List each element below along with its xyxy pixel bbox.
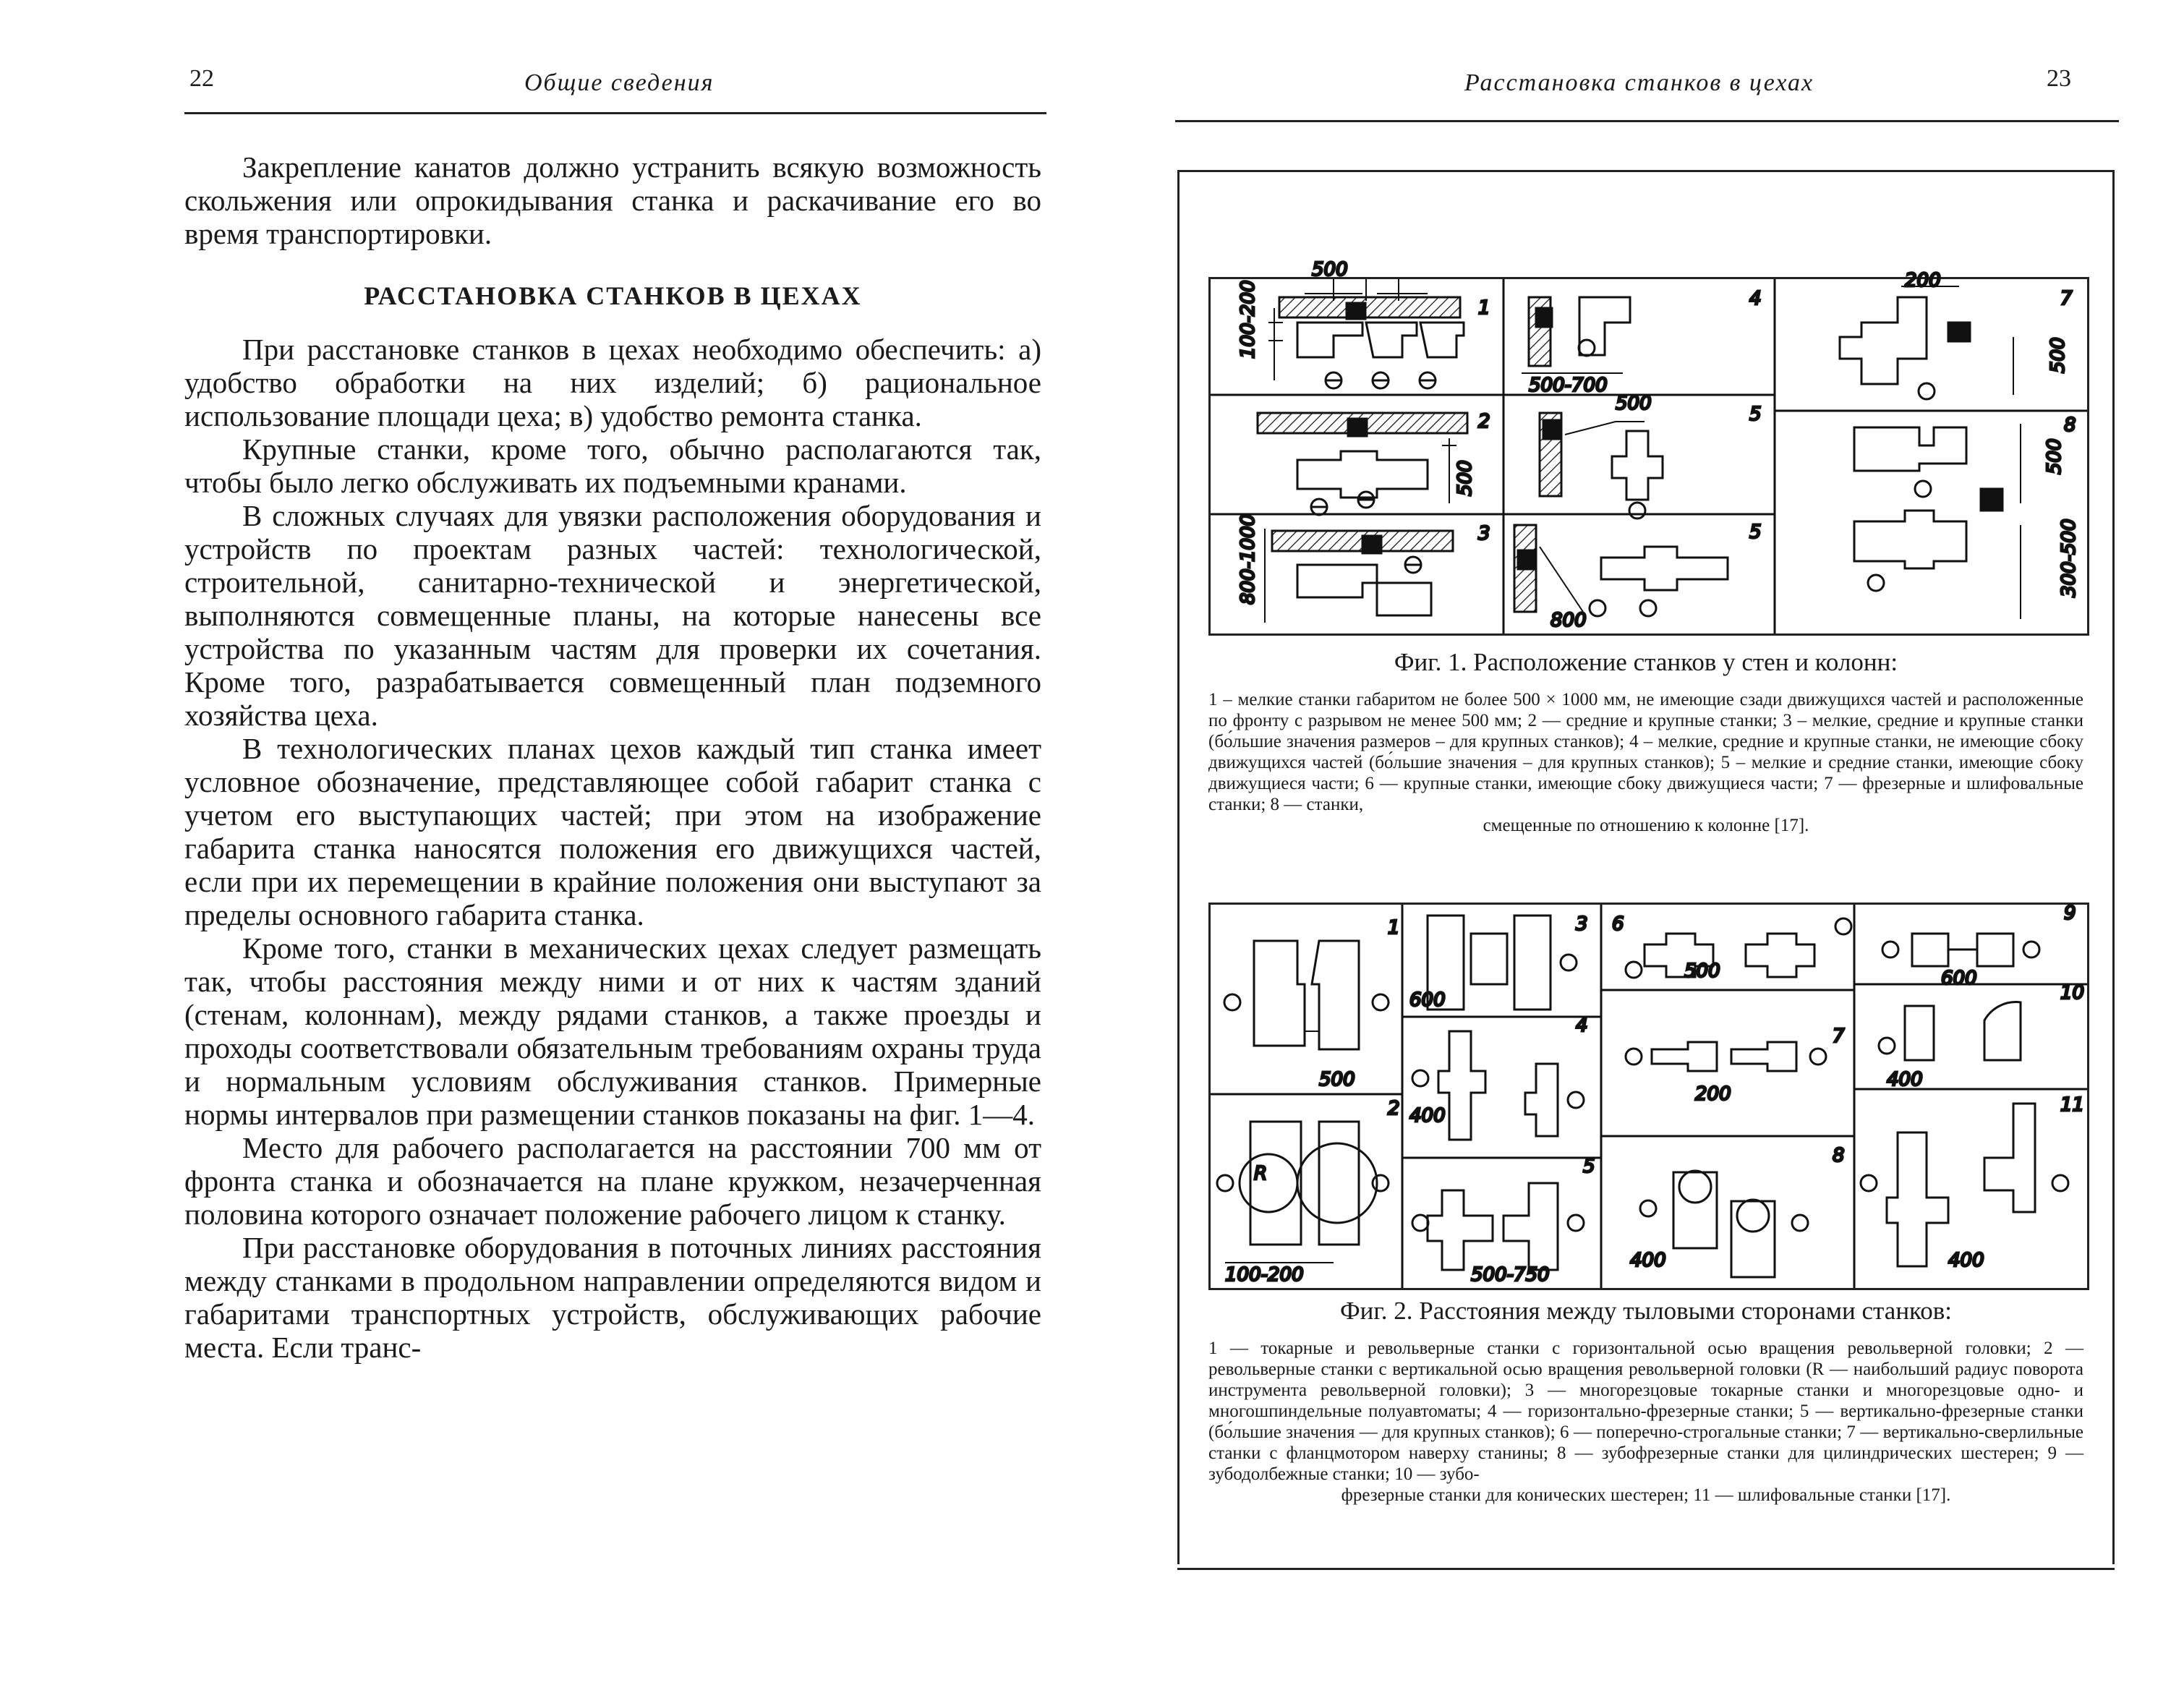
- worker-mark: [1629, 503, 1645, 519]
- worker-mark: [1224, 994, 1240, 1010]
- dim-label: 100-200: [1237, 280, 1259, 359]
- worker-mark: [1915, 481, 1931, 497]
- paragraph: В сложных случаях для увязки расположения оборудования и устройств по проектам разных частей: технологической, строительной, санитарно-технической и энергетической, выполняются совмещенные планы, на которые нанесены все устройства по указанным частям для проверки их сочетания. Кроме того, разрабатывается совмещенный план подземного хозяйства цеха.: [184, 499, 1041, 732]
- worker-mark: [1568, 1215, 1584, 1231]
- cell-number: 2: [1388, 1098, 1400, 1119]
- paragraph: Закрепление канатов должно устранить всякую возможность скольжения или опрокидывания станка и раскачивание его во время транспортировки.: [184, 150, 1041, 250]
- dim-label: 500-750: [1471, 1264, 1550, 1286]
- cell-number: 2: [1478, 411, 1490, 432]
- machine-outline: [1428, 1183, 1558, 1270]
- machine-outline: [1645, 934, 1814, 977]
- paragraph: Крупные станки, кроме того, обычно располагаются так, чтобы было легко обслуживать их подъемными кранами.: [184, 432, 1041, 499]
- page-number: 22: [189, 65, 214, 92]
- section-heading: РАССТАНОВКА СТАНКОВ В ЦЕХАХ: [364, 281, 862, 310]
- dim-label: 200: [1905, 270, 1941, 291]
- cell-number: 9: [2064, 903, 2076, 924]
- machine-outline: [1912, 934, 2013, 966]
- dim-line: [1268, 308, 1283, 380]
- column-block: [1347, 303, 1365, 319]
- worker-mark: [1810, 1049, 1826, 1065]
- column-block: [1536, 308, 1552, 327]
- figure-1-legend: [1208, 689, 2083, 836]
- dim-label: 500-700: [1529, 375, 1608, 396]
- figure-2-caption: Фиг. 2. Расстояния между тыловыми сторонами станков:: [1339, 1297, 1953, 1325]
- machine-outline: [1428, 916, 1550, 1010]
- column-block: [1362, 536, 1381, 553]
- cell-number: 11: [2060, 1094, 2085, 1116]
- column-block: [1543, 420, 1559, 439]
- cell-number: 5: [1583, 1156, 1595, 1177]
- cell-number: 5: [1749, 521, 1762, 543]
- dim-label: 100-200: [1225, 1264, 1304, 1286]
- cell-number: 8: [2064, 414, 2076, 436]
- radius-circle: [1240, 1154, 1297, 1212]
- worker-mark: [1835, 918, 1851, 934]
- dim-label: 500: [1616, 393, 1652, 414]
- dim-label: 500: [2047, 337, 2069, 373]
- cell-number: 3: [1576, 913, 1588, 935]
- worker-mark: [1590, 600, 1605, 616]
- cell-number: 7: [2060, 288, 2073, 310]
- figure-2-drawing: [1208, 903, 2089, 1290]
- figure-frame: [1177, 170, 2115, 1564]
- worker-mark: [1919, 383, 1935, 399]
- dim-label: 500: [1454, 460, 1476, 496]
- cell-number: 10: [2060, 982, 2085, 1004]
- dim-label: 800-1000: [1237, 513, 1259, 605]
- dim-label: 400: [1948, 1250, 1984, 1271]
- cell-number: 3: [1478, 523, 1490, 545]
- radius-label: R: [1254, 1163, 1268, 1185]
- figure-1-caption: Фиг. 1. Расположение станков у стен и колонн:: [1394, 648, 1898, 676]
- worker-mark: [1882, 942, 1898, 957]
- worker-mark: [1217, 1175, 1233, 1191]
- figure-2-legend: [1208, 1338, 2083, 1506]
- machine-outline: [1579, 297, 1630, 355]
- dim-label: 200: [1695, 1083, 1731, 1105]
- machine-outline: [1254, 941, 1359, 1049]
- worker-mark: [1412, 1215, 1428, 1231]
- right-page: [1092, 0, 2184, 1698]
- worker-mark: [1868, 575, 1884, 591]
- page-number: 23: [2047, 65, 2071, 92]
- cell-number: 7: [1833, 1025, 1845, 1047]
- dim-line: [1565, 422, 1645, 435]
- dim-label: 600: [1409, 989, 1446, 1011]
- machine-outline: [1297, 451, 1428, 498]
- column-block: [1948, 323, 1970, 341]
- dim-label: 300-500: [2058, 519, 2080, 597]
- running-head: Общие сведения: [524, 69, 715, 96]
- header-rule: [1175, 120, 2119, 122]
- machine-outline: [1601, 547, 1728, 590]
- legend-text: смещенные по отношению к колонне [17].: [1483, 816, 1809, 835]
- worker-mark: [1412, 1070, 1428, 1086]
- paragraph: В технологических планах цехов каждый тип станка имеет условное обозначение, представляющее собой габарит станка с учетом его выступающих частей; при этом на изображение габарита станка наносятся положения его движущихся частей, если при их перемещении в крайние положения они выступают за пределы основного габарита станка.: [184, 732, 1041, 931]
- worker-mark: [1879, 1038, 1895, 1054]
- header-rule: [184, 112, 1046, 114]
- machine-outline: [1438, 1031, 1558, 1140]
- cell-number: 4: [1576, 1015, 1588, 1036]
- machine-outline: [1840, 297, 1927, 384]
- worker-mark: [1626, 1049, 1642, 1065]
- machine-outline: [1854, 427, 1966, 471]
- worker-mark: [1579, 340, 1595, 356]
- machine-outline: [1652, 1042, 1796, 1071]
- dim-label: 500: [1319, 1069, 1355, 1091]
- worker-mark: [1626, 962, 1642, 978]
- worker-mark: [1373, 994, 1389, 1010]
- cell-number: 4: [1749, 288, 1762, 310]
- cell-number: 8: [1833, 1145, 1845, 1166]
- wall-hatch: [1279, 297, 1460, 317]
- radius-circle: [1737, 1200, 1769, 1232]
- body-text: [184, 150, 1041, 1364]
- worker-mark: [1861, 1175, 1877, 1191]
- worker-mark: [1568, 1092, 1584, 1108]
- dim-label: 500: [1684, 960, 1720, 982]
- cell-number: 6: [1612, 913, 1624, 935]
- dim-label: 500: [1312, 259, 1348, 281]
- column-block: [1348, 419, 1367, 436]
- machine-outline: [1854, 511, 1966, 568]
- figure-frame-bottom: [1177, 1568, 2115, 1570]
- paragraph: Место для рабочего располагается на расстоянии 700 мм от фронта станка и обозначается на плане кружком, незачерченная половина которого означает положение рабочего лицом к станку.: [184, 1131, 1041, 1231]
- dim-label: 400: [1630, 1250, 1666, 1271]
- figure-1-drawing: [1208, 259, 2089, 636]
- worker-mark: [1640, 600, 1656, 616]
- column-block: [1518, 550, 1534, 569]
- worker-mark: [1373, 1175, 1389, 1191]
- running-head: Расстановка станков в цехах: [1464, 69, 1814, 96]
- worker-mark: [2023, 942, 2039, 957]
- dim-label: 500: [2044, 438, 2065, 474]
- dim-line: [1540, 547, 1583, 612]
- dim-label: 800: [1550, 610, 1587, 631]
- paragraph: При расстановке станков в цехах необходимо обеспечить: а) удобство обработки на них изделий; б) рациональное использование площади цеха; в) удобство ремонта станка.: [184, 333, 1041, 432]
- worker-mark: [2052, 1175, 2068, 1191]
- dim-label: 400: [1887, 1069, 1923, 1091]
- worker-mark: [1792, 1215, 1808, 1231]
- dim-label: 600: [1941, 968, 1977, 989]
- machine-outline: [1297, 323, 1464, 357]
- machine-outline: [1673, 1172, 1775, 1277]
- worker-mark: [1640, 1200, 1656, 1216]
- cell-number: 1: [1388, 917, 1400, 939]
- legend-text: фрезерные станки для конических шестерен; 11 — шлифовальные станки [17].: [1341, 1485, 1951, 1505]
- dim-label: 400: [1409, 1105, 1446, 1127]
- machine-outline: [1887, 1104, 2035, 1266]
- cell-number: 5: [1749, 404, 1762, 425]
- legend-text: 1 — токарные и револьверные станки с горизонтальной осью вращения револьверной головки; 2 — револьверные станки с вертикальной осью вращения револьверной головки (R — наибольший радиус поворота инструмента револьверной головки); 3 — многорезцовые токарные станки и многорезцовые одно- и многошпиндельные полуавтоматы; 4 — горизонтально-фрезерные станки; 5 — вертикально-фрезерные станки (бо́льшие значения — для крупных станков); 6 — поперечно-строгальные станки; 7 — вертикально-сверлильные станки с фланцмотором наверху станины; 8 — зубофрезерные станки для цилиндрических шестерен; 9 — зубодолбежные станки; 10 — зубо-: [1208, 1339, 2083, 1484]
- paragraph: При расстановке оборудования в поточных линиях расстояния между станками в продольном направлении определяются видом и габаритами транспортных устройств, обслуживающих рабочие места. Если транс-: [184, 1231, 1041, 1364]
- cell-number: 1: [1478, 297, 1490, 319]
- legend-text: 1 – мелкие станки габаритом не более 500 × 1000 мм, не имеющие сзади движущихся частей и расположенные по фронту с разрывом не менее 500 мм; 2 — средние и крупные станки; 3 – мелкие, средние и крупные станки (бо́льшие значения размеров – для крупных станков); 4 – мелкие, средние и крупные станки, не имеющие сбоку движущихся частей (бо́льшие значения – для крупных станков); 5 – мелкие и средние станки, имеющие сбоку движущиеся части; 6 — крупные станки, имеющие сбоку движущиеся части; 7 — фрезерные и шлифовальные станки; 8 — станки,: [1208, 690, 2083, 814]
- radius-circle: [1297, 1143, 1377, 1223]
- machine-outline: [1612, 431, 1663, 500]
- worker-mark: [1561, 955, 1577, 970]
- radius-circle: [1679, 1171, 1711, 1203]
- column-block: [1981, 489, 2002, 511]
- machine-outline: [1905, 1002, 2021, 1060]
- paragraph: Кроме того, станки в механических цехах следует размещать так, чтобы расстояния между ними и от них к частям зданий (стенам, колоннам), между рядами станков, а также проезды и проходы соответствовали обязательным требованиям охраны труда и нормальным условиям обслуживания станков. Примерные нормы интервалов при размещении станков показаны на фиг. 1—4.: [184, 931, 1041, 1131]
